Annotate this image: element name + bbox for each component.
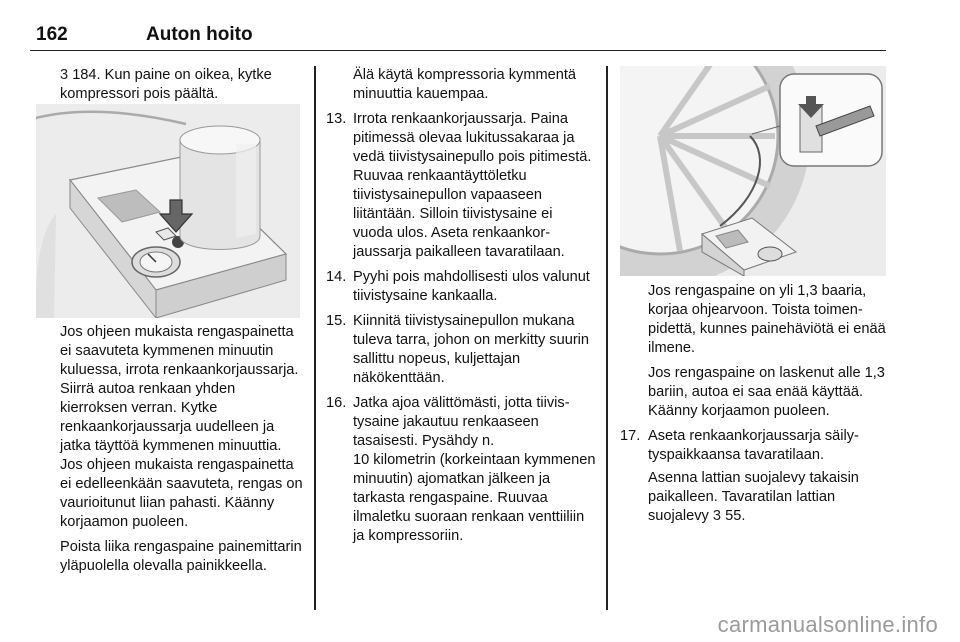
step-subtext: Asenna lattian suojalevy takaisin paikalleen. Tavaratilan lattian suojalevy 3 55. xyxy=(648,470,859,524)
compressor-figure xyxy=(36,104,300,318)
watermark: carmanualsonline.info xyxy=(717,612,938,637)
step-17 xyxy=(620,427,886,526)
intro-text xyxy=(60,66,306,104)
reference-arrow-icon: 3 xyxy=(712,508,722,524)
paragraph-retry: Jos ohjeen mukaista rengaspainetta ei saavuteta kymmenen minuutin kuluessa, irrota renkaankorjaussarja. Siirrä autoa renkaan yhden kierroksen verran. Kytke renkaankorjaussarja uudelleen ja jatka täyttöä kymmenen minuuttia. Jos ohjeen mukaista rengaspainetta ei edelleenkään saavuteta, rengas on vaurioitunut liian pahasti. Käänny korjaamon puoleen. xyxy=(60,324,303,530)
wheel-figure xyxy=(620,66,886,276)
step-16 xyxy=(326,394,596,546)
column-1-body xyxy=(60,323,306,582)
column-2 xyxy=(326,66,596,552)
paragraph-pressure-ok: Jos rengaspaine on yli 1,3 baaria, korjaa ohjearvoon. Toista toimenpidettä, kunnes painehäviötä ei enää ilmene. xyxy=(648,283,886,356)
column-divider-2 xyxy=(606,66,608,610)
column-3 xyxy=(620,282,886,532)
step-number: 16. xyxy=(326,395,347,411)
step-text-line-1: Jatka ajoa välittömästi, jotta tiivistysaine jakautuu renkaaseen tasaisesti. Pysähdy n. xyxy=(353,395,570,449)
paragraph-pressure-low: Jos rengaspaine on laskenut alle 1,3 bariin, autoa ei saa enää käyttää. Käänny korjaamon puoleen. xyxy=(648,365,885,419)
step-number: 13. xyxy=(326,111,347,127)
step-13 xyxy=(326,110,596,262)
reference-arrow-icon: 3 xyxy=(60,67,69,83)
step-text: Irrota renkaankorjaussarja. Paina pitimessä olevaa lukitussakaraa ja vedä tiivistysainepullo pois pitimestä. Ruuvaa renkaantäyttöletku tiivistysainepullon vapaaseen liitäntään. Silloin tiivistysaine ei vuoda ulos. Aseta renkaankorjaussarja paikalleen tavaratilaan. xyxy=(353,111,592,260)
step-text-line-2: 10 kilometrin (korkeintaan kymmenen minuutin) ajomatkan jälkeen ja tarkasta rengaspaine. Ruuvaa ilmaletku suoraan renkaan venttiiliin ja kompressoriin. xyxy=(353,452,596,544)
step-number: 15. xyxy=(326,313,347,329)
sealant-bottle-icon xyxy=(180,126,260,250)
wheel-illustration xyxy=(620,66,886,276)
step-number: 14. xyxy=(326,269,347,285)
valve-connector-icon xyxy=(780,74,882,166)
step-text: Kiinnitä tiivistysainepullon mukana tuleva tarra, johon on merkitty suurin sallittu nopeus, kuljettajan näkökenttään. xyxy=(353,313,590,386)
step-number: 17. xyxy=(620,428,641,444)
intro-sentence: 184. Kun paine on oikea, kytke kompressori pois päältä. xyxy=(60,67,272,102)
page-title: Auton hoito xyxy=(146,24,253,45)
step-text: Pyyhi pois mahdollisesti ulos valunut tiivistysaine kankaalla. xyxy=(353,269,590,304)
page-header xyxy=(30,0,886,51)
step-14 xyxy=(326,268,596,306)
step-15 xyxy=(326,312,596,388)
continuation-text: Älä käytä kompressoria kymmentä minuuttia kauempaa. xyxy=(353,67,577,102)
column-divider-1 xyxy=(314,66,316,610)
page-number: 162 xyxy=(36,24,68,45)
paragraph-release: Poista liika rengaspaine painemittarin yläpuolella olevalla painikkeella. xyxy=(60,539,302,574)
step-text: Aseta renkaankorjaussarja säilytyspaikkaansa tavaratilaan. xyxy=(648,428,859,463)
pressure-gauge-icon xyxy=(132,247,180,277)
compressor-illustration xyxy=(36,104,300,318)
